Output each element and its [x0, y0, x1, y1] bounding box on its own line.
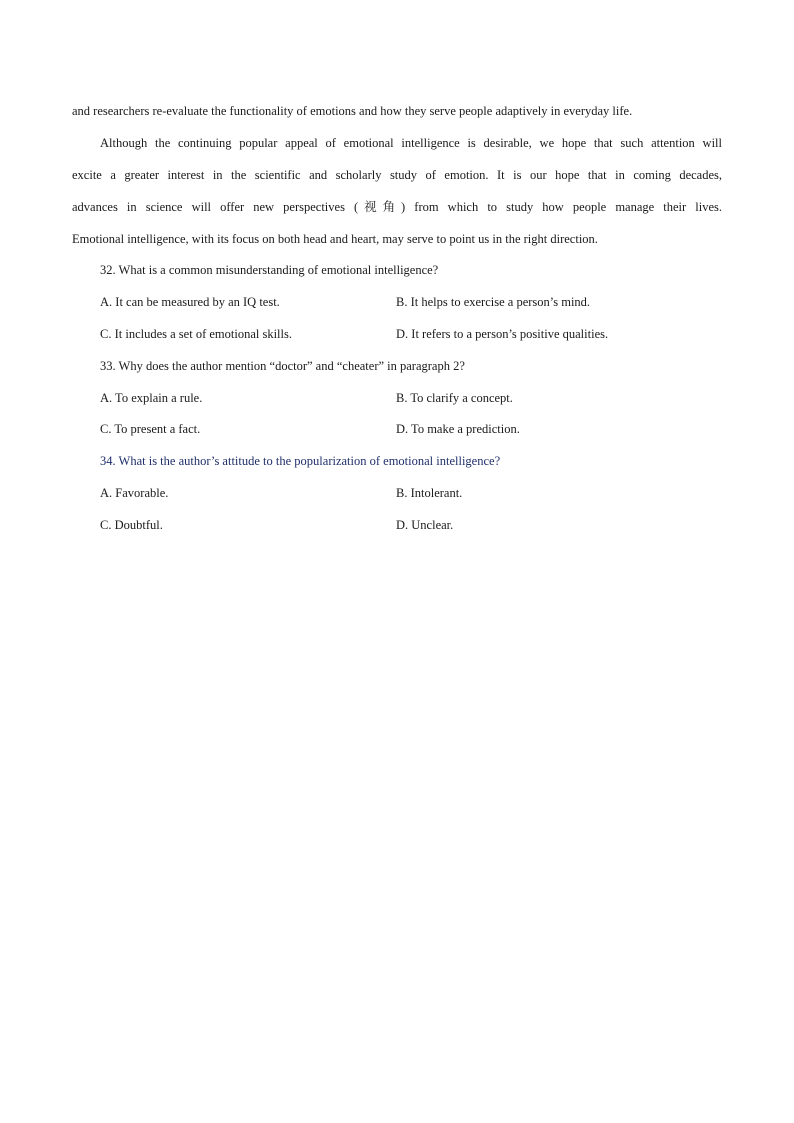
- question-32-option-c: C. It includes a set of emotional skills.: [100, 327, 292, 341]
- question-33-option-d: D. To make a prediction.: [396, 422, 520, 436]
- question-34-option-c: C. Doubtful.: [100, 518, 163, 532]
- question-32-option-a: A. It can be measured by an IQ test.: [100, 295, 280, 309]
- passage-line-4: advances in science will offer new perspectives (视角) from which to study how people manage their lives.: [72, 200, 722, 214]
- question-32-stem: 32. What is a common misunderstanding of emotional intelligence?: [100, 263, 439, 277]
- question-34-option-d: D. Unclear.: [396, 518, 454, 532]
- passage-line-3: excite a greater interest in the scientific and scholarly study of emotion. It is our hope that in coming decades,: [72, 168, 722, 182]
- question-33-option-c: C. To present a fact.: [100, 422, 201, 436]
- question-32-option-d: D. It refers to a person’s positive qualities.: [396, 327, 609, 341]
- question-33-option-b: B. To clarify a concept.: [396, 391, 513, 405]
- question-33-stem: 33. Why does the author mention “doctor” and “cheater” in paragraph 2?: [100, 359, 465, 373]
- question-33-option-a: A. To explain a rule.: [100, 391, 203, 405]
- question-34-option-a: A. Favorable.: [100, 486, 169, 500]
- question-34-stem: 34. What is the author’s attitude to the popularization of emotional intelligence?: [100, 454, 501, 468]
- question-32-option-b: B. It helps to exercise a person’s mind.: [396, 295, 591, 309]
- passage-line-2: Although the continuing popular appeal of emotional intelligence is desirable, we hope that such attention will: [100, 136, 722, 150]
- passage-line-1: and researchers re-evaluate the functionality of emotions and how they serve people adaptively in everyday life.: [72, 104, 633, 118]
- question-34-option-b: B. Intolerant.: [396, 486, 463, 500]
- passage-line-5: Emotional intelligence, with its focus on both head and heart, may serve to point us in the right direction.: [72, 232, 598, 246]
